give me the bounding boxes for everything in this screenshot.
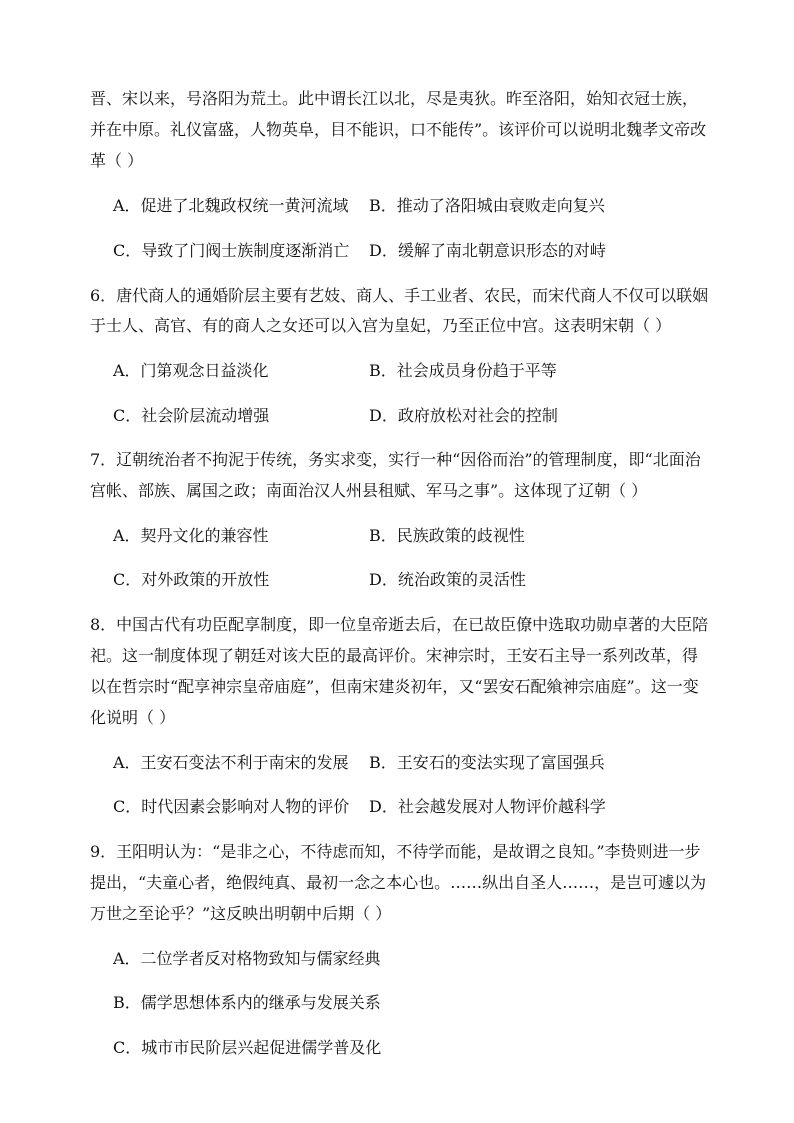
q9-text-line-1: 9．王阳明认为：“是非之心，不待虑而知，不待学而能，是故谓之良知。”李贽则进一步 [90,842,701,861]
q7-text-line-1: 7．辽朝统治者不拘泥于传统，务实求变，实行一种“因俗而治”的管理制度，即“北面治 [90,450,701,469]
q9-text-line-2: 提出，“夫童心者，绝假纯真、最初一念之本心也。……纵出自圣人……，是岂可遽以为 [90,873,707,892]
q8-option-a[interactable]: A．王安石变法不利于南宋的发展 [113,753,349,772]
q6-text-line-2: 于士人、高官、有的商人之女还可以入宫为皇妃，乃至正位中宫。这表明宋朝（ ） [90,316,672,335]
q8-option-d[interactable]: D．社会越发展对人物评价越科学 [369,797,606,816]
q6-option-b[interactable]: B．社会成员身份趋于平等 [369,361,557,380]
q9-option-c[interactable]: C．城市市民阶层兴起促进儒学普及化 [113,1038,382,1057]
q5-text-line-1: 晋、宋以来，号洛阳为荒土。此中谓长江以北，尽是夷狄。昨至洛阳，始知衣冠士族， [90,89,699,108]
q8-text-line-3: 以在哲宗时“配享神宗皇帝庙庭”，但南宋建炎初年，又“罢安石配飨神宗庙庭”。这一变 [90,677,699,696]
q5-option-d[interactable]: D．缓解了南北朝意识形态的对峙 [369,241,606,260]
q6-option-d[interactable]: D．政府放松对社会的控制 [369,406,558,425]
q9-option-b[interactable]: B．儒学思想体系内的继承与发展关系 [113,993,381,1012]
q8-option-b[interactable]: B．王安石的变法实现了富国强兵 [369,753,605,772]
q5-option-c[interactable]: C．导致了门阀士族制度逐渐消亡 [113,241,350,260]
q7-option-d[interactable]: D．统治政策的灵活性 [369,570,526,589]
q5-text-line-3: 革（ ） [90,151,144,170]
q8-text-line-4: 化说明（ ） [90,708,176,727]
q8-text-line-1: 8．中国古代有功臣配享制度，即一位皇帝逝去后，在已故臣僚中选取功勋卓著的大臣陪 [90,615,709,634]
q6-option-a[interactable]: A．门第观念日益淡化 [113,361,269,380]
q7-text-line-2: 宫帐、部族、属国之政；南面治汉人州县租赋、军马之事”。这体现了辽朝（ ） [90,481,648,500]
q6-text-line-1: 6．唐代商人的通婚阶层主要有艺妓、商人、手工业者、农民，而宋代商人不仅可以联姻 [90,286,709,305]
q7-option-b[interactable]: B．民族政策的歧视性 [369,526,525,545]
q8-text-line-2: 祀。这一制度体现了朝廷对该大臣的最高评价。宋神宗时，王安石主导一系列改革，得 [90,646,699,665]
q5-text-line-2: 并在中原。礼仪富盛，人物英阜，目不能识，口不能传”。该评价可以说明北魏孝文帝改 [90,120,707,139]
q9-text-line-3: 万世之至论乎？”这反映出明朝中后期（ ） [90,904,392,923]
q7-option-a[interactable]: A．契丹文化的兼容性 [113,526,269,545]
q5-option-b[interactable]: B．推动了洛阳城由衰败走向复兴 [369,196,605,215]
q6-option-c[interactable]: C．社会阶层流动增强 [113,406,270,425]
q9-option-a[interactable]: A．二位学者反对格物致知与儒家经典 [113,949,381,968]
q5-option-a[interactable]: A．促进了北魏政权统一黄河流域 [113,196,349,215]
q8-option-c[interactable]: C．时代因素会影响对人物的评价 [113,797,350,816]
q7-option-c[interactable]: C．对外政策的开放性 [113,570,270,589]
